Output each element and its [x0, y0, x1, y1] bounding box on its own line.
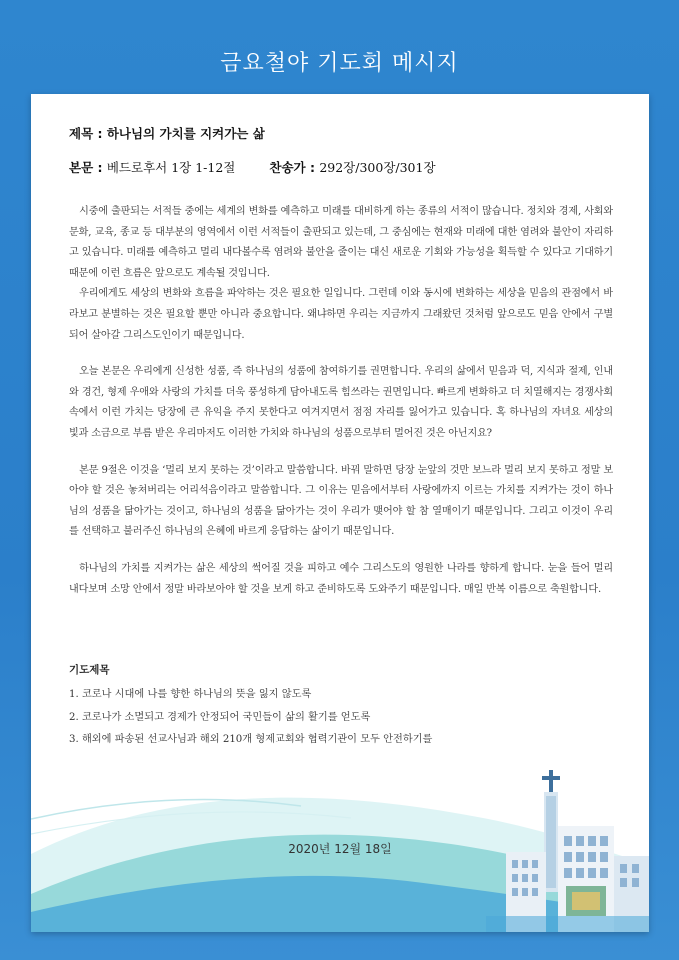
prayer-list [69, 684, 589, 752]
sermon-paragraph-2: 우리에게도 세상의 변화와 흐름을 파악하는 것은 필요한 일입니다. 그런데 이와 동시에 변화하는 세상을 믿음의 관점에서 바라보고 분별하는 것은 필요할 뿐만 아니라 중요합니다. 왜냐하면 우리는 지금까지 그래왔던 것처럼 앞으로도 믿음 안에서 구별되어 살아갈 그리스도인이기 때문입니다. [69, 288, 613, 341]
sermon-paragraph-3: 오늘 본문은 우리에게 신성한 성품, 즉 하나님의 성품에 참여하기를 권면합니다. 우리의 삶에서 믿음과 덕, 지식과 절제, 인내와 경건, 형제 우애와 사랑의 가치를 더욱 풍성하게 담아내도록 힘쓰라는 권면입니다. 빠르게 변화하고 더 치열해지는 경쟁사회 속에서 이런 가치는 당장에 큰 유익을 주지 못한다고 여겨지면서 점점 자리를 잃어가고 있습니다. 혹 하나님의 자녀요 세상의 빛과 소금으로 부름 받은 우리마저도 이러한 가치와 하나님의 성품으로부터 멀어진 것은 아닌지요? [69, 366, 613, 439]
prayer-heading: 기도제목 [69, 664, 110, 676]
sermon-paragraph-5: 하나님의 가치를 지켜가는 삶은 세상의 썩어질 것을 피하고 예수 그리스도의 영원한 나라를 향하게 합니다. 눈을 들어 멀리 내다보며 소망 안에서 정말 바라보아야 할 것을 보게 하고 준비하도록 도와주기 때문입니다. 매일 반복 이름으로 축원합니다. [69, 562, 613, 595]
cross-icon [542, 770, 560, 792]
hymns-label: 찬송가 : [269, 160, 320, 175]
sermon-paragraph-4: 본문 9절은 이것을 ‘멀리 보지 못하는 것’이라고 말씀합니다. 바꿔 말하면 당장 눈앞의 것만 보느라 멀리 보지 못하고 정말 보아야 할 것은 놓쳐버리는 어리석음이라고 말씀합니다. 그 이유는 믿음에서부터 사랑에까지 이르는 가치를 지켜가는 것이 하나님의 성품을 닮아가는 것이고, 하나님의 성품을 닮아가는 것이 우리가 맺어야 할 참 열매이기 때문입니다. 그리고 이것이 우리를 선택하고 불러주신 하나님의 은혜에 바르게 응답하는 삶이기 때문입니다. [69, 464, 613, 538]
prayer-item: 3. 해외에 파송된 선교사님과 해외 210개 형제교회와 협력기관이 모두 안전하기를 [69, 734, 433, 745]
church-building-illustration [486, 766, 649, 932]
sermon-body [69, 202, 613, 600]
hymns-numbers: 292장/300장/301장 [319, 160, 436, 175]
prayer-item: 1. 코로나 시대에 나를 향한 하나님의 뜻을 잃지 않도록 [69, 689, 312, 700]
sermon-paragraph-1: 시중에 출판되는 서적들 중에는 세계의 변화를 예측하고 미래를 대비하게 하는 종류의 서적이 많습니다. 정치와 경제, 사회와 문화, 교육, 종교 등 대부분의 영역에서 이런 서적들이 출판되고 있는데, 그 중심에는 현재와 미래에 대한 염려와 불안이 자리하고 있습니다. 미래를 예측하고 멀리 내다볼수록 염려와 불안을 줄이는 대신 새로운 기회와 가능성을 획득할 수 있다고 기대하기 때문에 이런 흐름은 앞으로도 계속될 것입니다. [69, 206, 613, 279]
prayer-item: 2. 코로나가 소멸되고 경제가 안정되어 국민들이 삶의 활기를 얻도록 [69, 711, 371, 723]
page-banner-title: 금요철야 기도회 메시지 [220, 51, 459, 76]
scripture-reference-line [69, 158, 436, 176]
prayer-requests [69, 662, 589, 752]
scripture-label: 본문 : [69, 160, 107, 175]
scripture-reference: 베드로후서 1장 1-12절 [106, 160, 236, 175]
message-date: 2020년 12월 18일 [288, 842, 392, 856]
sermon-title: 제목 : 하나님의 가치를 지켜가는 삶 [69, 126, 265, 141]
message-sheet [31, 94, 649, 932]
